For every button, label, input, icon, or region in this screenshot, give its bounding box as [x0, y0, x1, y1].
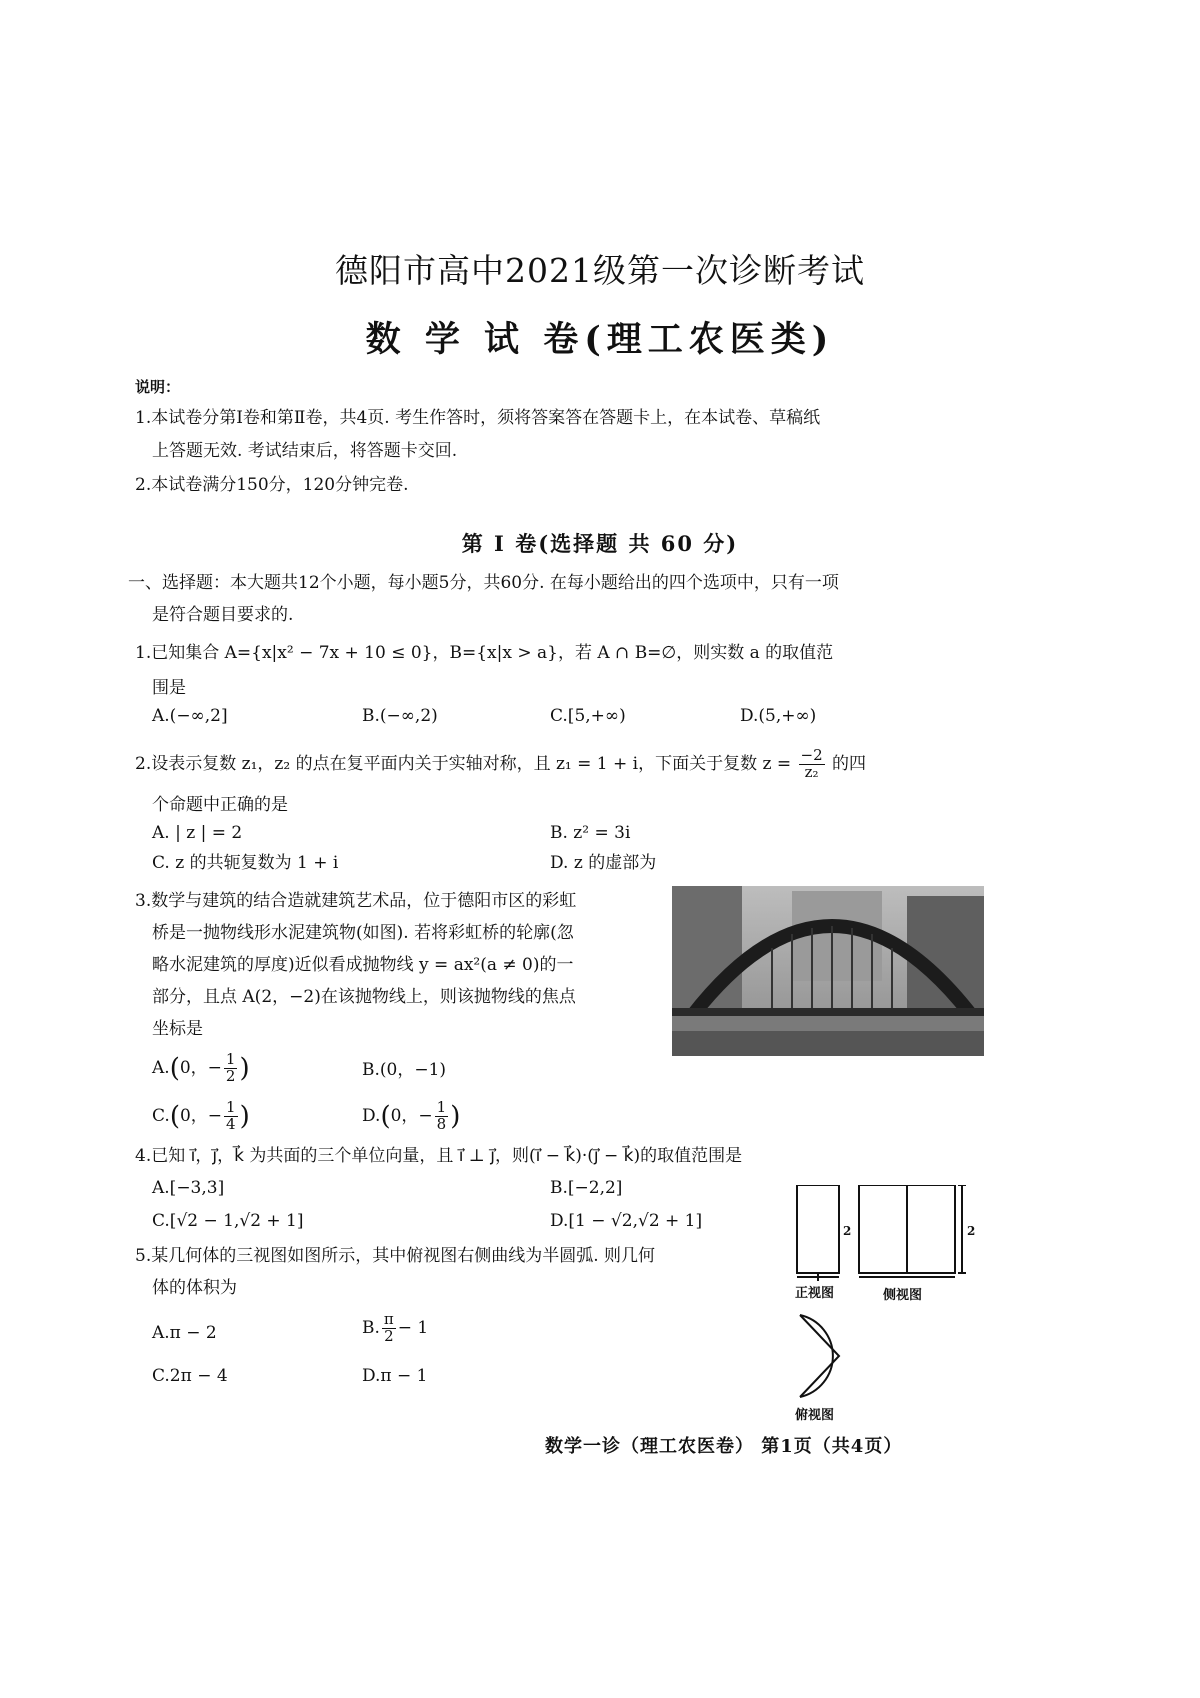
q5-option-b: B. $\frac{\pi}{2}$ − 1 [362, 1310, 429, 1345]
q1-stem-2: 围是 [152, 678, 186, 698]
q4-option-d: D.[1 − √2,√2 + 1] [550, 1211, 703, 1231]
q4-option-a: A.[−3,3] [152, 1178, 225, 1198]
q3-option-a: A.(0，− $\frac{1}{2}$ ) [152, 1050, 250, 1085]
rainbow-bridge-photo [672, 886, 984, 1056]
q3-option-d: D.(0，− $\frac{1}{8}$ ) [362, 1098, 461, 1133]
q3-line-1: 3.数学与建筑的结合造就建筑艺术品，位于德阳市区的彩虹 [135, 891, 577, 911]
q1-option-b: B.(−∞,2) [362, 706, 438, 726]
instruction-1b: 上答题无效. 考试结束后，将答题卡交回. [152, 441, 458, 461]
instruction-2: 2.本试卷满分150分，120分钟完卷. [135, 475, 409, 495]
front-dim-label: 2 [843, 1224, 852, 1238]
q2-option-d: D. z 的虚部为 [550, 853, 657, 873]
top-view-arc [800, 1315, 833, 1397]
q3-line-2: 桥是一抛物线形水泥建筑物(如图). 若将彩虹桥的轮廓(忽 [152, 923, 574, 943]
q3-option-b: B.(0，−1) [362, 1060, 447, 1080]
q3-option-c: C.(0，− $\frac{1}{4}$ ) [152, 1098, 250, 1133]
section-intro-2: 是符合题目要求的. [152, 605, 294, 625]
q2-stem-tail: 的四 [832, 753, 867, 774]
side-dim-label: 2 [967, 1224, 976, 1238]
q2-stem-text: 2.设表示复数 z₁，z₂ 的点在复平面内关于实轴对称，且 z₁ = 1 + i，下面关于复数 z = [135, 753, 792, 774]
side-view-label: 侧视图 [883, 1288, 923, 1303]
front-view-rect [797, 1185, 839, 1273]
exam-subtitle: 数 学 试 卷(理工农医类) [365, 319, 835, 360]
q2-fraction: $\frac{-2}{\text{z₂}}$ [800, 746, 823, 781]
exam-title: 德阳市高中2021级第一次诊断考试 [335, 251, 865, 290]
q1-option-d: D.(5,+∞) [740, 706, 817, 726]
q1-option-c: C.[5,+∞) [550, 706, 626, 726]
q2-option-a: A. | z | = 2 [152, 823, 243, 843]
q4-option-b: B.[−2,2] [550, 1178, 623, 1198]
q2-stem-2: 个命题中正确的是 [152, 795, 288, 815]
instruction-1: 1.本试卷分第Ⅰ卷和第Ⅱ卷，共4页. 考生作答时，须将答案答在答题卡上，在本试卷、草稿纸 [135, 408, 821, 428]
q3-line-3: 略水泥建筑的厚度)近似看成抛物线 y = ax²(a ≠ 0)的一 [152, 955, 574, 975]
q4-stem: 4.已知 i⃗，j⃗，k⃗ 为共面的三个单位向量，且 i⃗ ⊥ j⃗，则(i⃗ − k⃗)·(j⃗ − k⃗)的取值范围是 [135, 1146, 743, 1166]
page-footer: 数学一诊（理工农医卷） 第1页（共4页） [545, 1436, 903, 1457]
q2-option-c: C. z 的共轭复数为 1 + i [152, 853, 339, 873]
q1-stem: 1.已知集合 A={x|x² − 7x + 10 ≤ 0}，B={x|x > a}，若 A ∩ B=∅，则实数 a 的取值范 [135, 643, 834, 663]
q3-line-4: 部分，且点 A(2，−2)在该抛物线上，则该抛物线的焦点 [152, 987, 576, 1007]
q5-option-d: D.π − 1 [362, 1366, 428, 1386]
section-intro-1: 一、选择题：本大题共12个小题，每小题5分，共60分. 在每小题给出的四个选项中，只有一项 [128, 573, 839, 593]
instructions-heading: 说明： [135, 378, 181, 396]
q5-line-1: 5.某几何体的三视图如图所示，其中俯视图右侧曲线为半圆弧. 则几何 [135, 1246, 656, 1266]
q2-option-b: B. z² = 3i [550, 823, 631, 843]
q5-line-2: 体的体积为 [152, 1278, 237, 1298]
q4-option-c: C.[√2 − 1,√2 + 1] [152, 1211, 304, 1231]
q5-option-a: A.π − 2 [152, 1323, 217, 1343]
q3-line-5: 坐标是 [152, 1019, 203, 1039]
q5-option-c: C.2π − 4 [152, 1366, 228, 1386]
front-view-label: 正视图 [795, 1286, 835, 1301]
q2-stem [135, 748, 866, 781]
section-title: 第 Ⅰ 卷(选择题 共 60 分) [461, 531, 739, 556]
top-view-label: 俯视图 [795, 1408, 835, 1423]
q1-option-a: A.(−∞,2] [152, 706, 228, 726]
three-views-diagram [795, 1185, 1000, 1425]
